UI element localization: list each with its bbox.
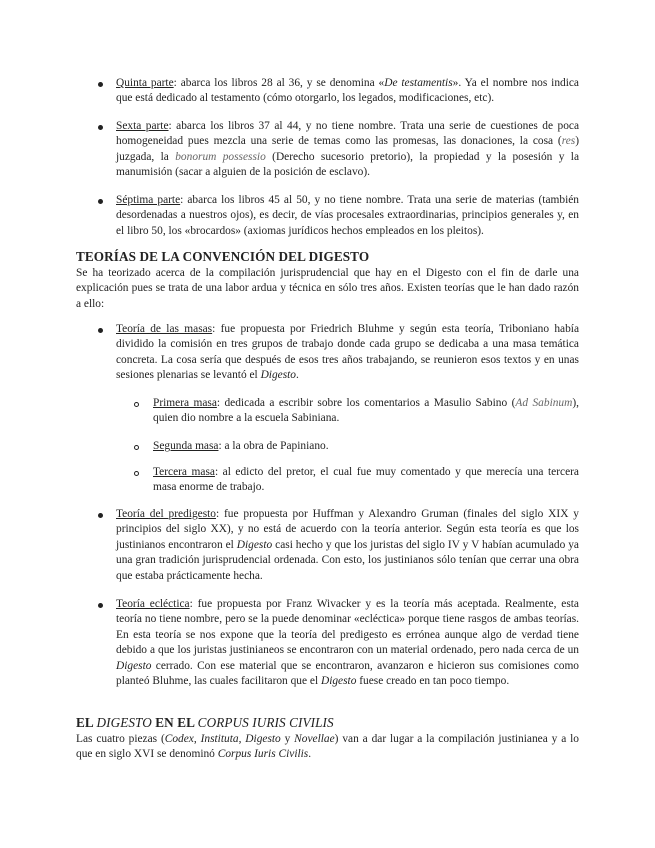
term-primera-masa: Primera masa [153, 397, 217, 409]
hollow-bullet-icon [134, 445, 139, 450]
bullet-icon [98, 603, 103, 608]
list-item-quinta-parte: Quinta parte: abarca los libros 28 al 36, y se denomina «De testamentis». Ya el nombre nos indica que está dedicado al testamento (cómo otorgarlo, los legados, modificaciones, etc). [116, 77, 579, 105]
hollow-bullet-icon [134, 471, 139, 476]
term-tercera-masa: Tercera masa [153, 466, 215, 478]
bullet-icon [98, 199, 103, 204]
list-item-sexta-parte: Sexta parte: abarca los libros 37 al 44, y no tiene nombre. Trata una serie de cuestiones de poca homogeneidad pues mezcla una serie de temas como las promesas, las donaciones, la cosa (res) juzgada, la bonorum possessio (Derecho sucesorio pretorio), la propiedad y la posesión y la manumisión (sacar a alguien de la posición de esclavo). [116, 120, 580, 179]
sub-item-tercera-masa: Tercera masa: al edicto del pretor, el cual fue muy comentado y que merecía una tercera masa enorme de trabajo. [153, 466, 579, 494]
term-quinta-parte: Quinta parte [116, 77, 174, 89]
term-teoria-predigesto: Teoría del predigesto [116, 508, 216, 520]
term-sexta-parte: Sexta parte [116, 120, 169, 132]
bullet-icon [98, 125, 103, 130]
list-item-teoria-masas: Teoría de las masas: fue propuesta por Friedrich Bluhme y según esta teoría, Triboniano había dividido la comisión en tres grupos de trabajo donde cada grupo se dedicaba a una masa temática concreta. La cosa sería que después de esos tres años trabajando, se reunieron esos textos y en unas sesiones plenarias se levantó el Digesto. [116, 323, 580, 382]
term-segunda-masa: Segunda masa [153, 440, 219, 452]
term-septima-parte: Séptima parte [116, 194, 181, 206]
term-teoria-masas: Teoría de las masas [116, 323, 213, 335]
bullet-icon [98, 82, 103, 87]
sub-item-primera-masa: Primera masa: dedicada a escribir sobre los comentarios a Masulio Sabino (Ad Sabinum), quien dio nombre a la escuela Sabiniana. [153, 397, 580, 425]
list-item-septima-parte: Séptima parte: abarca los libros 45 al 50, y no tiene nombre. Trata una serie de materias (también desordenadas a nuestros ojos), es decir, de vías procesales extraordinarias, principios generales y, en el libro 50, los «brocardos» (axiomas jurídicos hechos empleados en los pleitos). [116, 194, 579, 237]
intro-paragraph: Se ha teorizado acerca de la compilación jurisprudencial que hay en el Digesto con el fin de darle una explicación pues se trata de una labor ardua y técnica en sólo tres años. Existen teorías que le han dado razón a ello: [76, 267, 579, 310]
hollow-bullet-icon [134, 402, 139, 407]
sub-item-segunda-masa: Segunda masa: a la obra de Papiniano. [153, 440, 329, 452]
term-teoria-eclectica: Teoría ecléctica [116, 598, 190, 610]
bullet-icon [98, 513, 103, 518]
section-heading-teorias: TEORÍAS DE LA CONVENCIÓN DEL DIGESTO [76, 249, 370, 264]
list-item-teoria-predigesto: Teoría del predigesto: fue propuesta por Huffman y Alexandro Gruman (finales del siglo XIX y principios del siglo XX), y no está de acuerdo con la teoría anterior. Según esta teoría es que los justinianos encontraron el Digesto casi hecho y que los juristas del siglo IV y V habían acumulado ya una gran tradición jurisprudencial ordenada. Con esto, los justinianos sólo tenían que cerrar una obra que estaba prácticamente hecha. [116, 508, 579, 582]
section-heading-digesto-corpus: EL DIGESTO EN EL CORPUS IURIS CIVILIS [76, 715, 334, 730]
final-paragraph: Las cuatro piezas (Codex, Instituta, Digesto y Novellae) van a dar lugar a la compilación justinianea y a lo que en siglo XVI se denominó Corpus Iuris Civilis. [76, 733, 579, 761]
bullet-icon [98, 328, 103, 333]
list-item-teoria-eclectica: Teoría ecléctica: fue propuesta por Franz Wivacker y es la teoría más aceptada. Realmente, esta teoría no tiene nombre, pero se la puede denominar «ecléctica» porque tiene rasgos de ambas teorías. En esta teoría se nos expone que la teoría del predigesto es errónea aunque algo de verdad tiene debido a que los juristas justinianeos se encontraron con un material ordenado, pero nada cerca de un Digesto cerrado. Con ese material que se encontraron, avanzaron e hicieron sus comisiones como planteó Bluhme, las cuales facilitaron que el Digesto fuese creado en tan poco tiempo. [116, 598, 579, 688]
